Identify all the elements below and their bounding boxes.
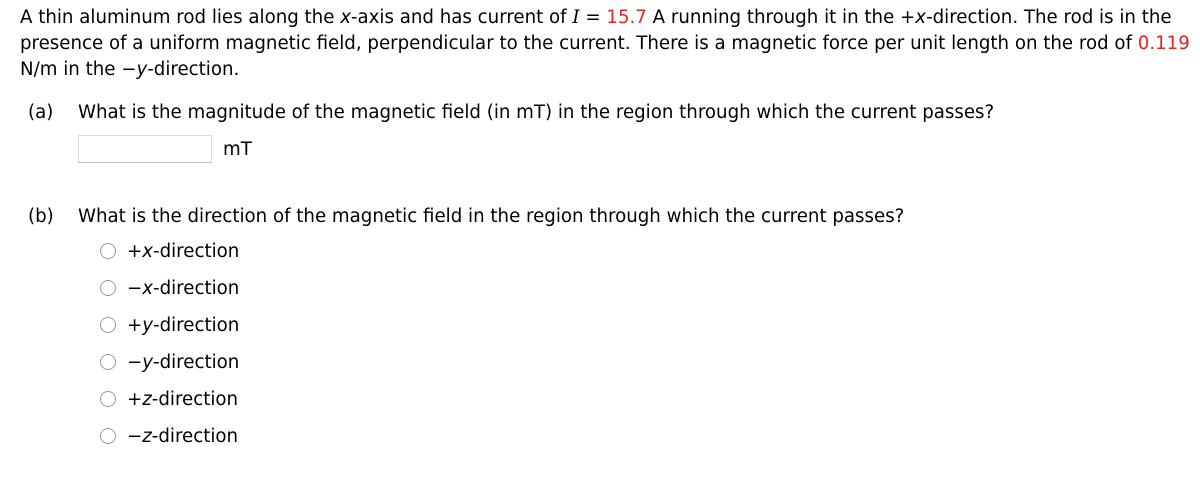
option-minus-x[interactable] (100, 276, 239, 300)
option-label: +y-direction (127, 314, 240, 336)
problem-text: A thin aluminum rod lies along the (20, 7, 341, 28)
option-label: +x-direction (127, 240, 240, 262)
option-plus-z[interactable] (100, 387, 238, 411)
problem-text: -direction. (147, 59, 240, 80)
radio-button[interactable] (100, 280, 116, 296)
radio-button[interactable] (100, 317, 116, 333)
part-a-question: What is the magnitude of the magnetic field (in mT) in the region through which the current passes? (78, 102, 995, 123)
part-b-question: What is the direction of the magnetic field in the region through which the current passes? (78, 206, 905, 227)
option-plus-y[interactable] (100, 313, 239, 337)
problem-text: A running through it in the + (646, 7, 916, 28)
option-minus-y[interactable] (100, 350, 239, 374)
radio-button[interactable] (100, 243, 116, 259)
problem-text: -axis and has current of (350, 7, 573, 28)
part-a-label: (a) (28, 102, 54, 123)
radio-button[interactable] (100, 391, 116, 407)
radio-button[interactable] (100, 428, 116, 444)
force-value: 0.119 (1137, 33, 1190, 54)
option-label: +z-direction (127, 388, 239, 410)
answer-unit: mT (223, 139, 252, 160)
equals-sign: = (579, 7, 607, 28)
option-plus-x[interactable] (100, 239, 239, 263)
option-label: −y-direction (127, 351, 240, 373)
radio-button[interactable] (100, 354, 116, 370)
option-label: −z-direction (127, 425, 239, 447)
option-minus-z[interactable] (100, 424, 238, 448)
problem-text: N/m in the − (20, 59, 137, 80)
axis-variable: x (340, 7, 351, 28)
problem-text: -direction. The rod is in the presence of a uniform magnetic field, perpendicular to the current. There is a magnetic force per unit length on the rod of (20, 7, 1172, 54)
current-value: 15.7 (606, 7, 647, 28)
direction-variable: x (915, 7, 927, 28)
magnetic-field-answer-input[interactable] (78, 135, 212, 163)
option-label: −x-direction (127, 277, 240, 299)
direction-variable: y (136, 59, 148, 80)
part-b-label: (b) (28, 206, 54, 227)
problem-statement (20, 5, 1190, 83)
current-symbol: I (572, 7, 580, 28)
